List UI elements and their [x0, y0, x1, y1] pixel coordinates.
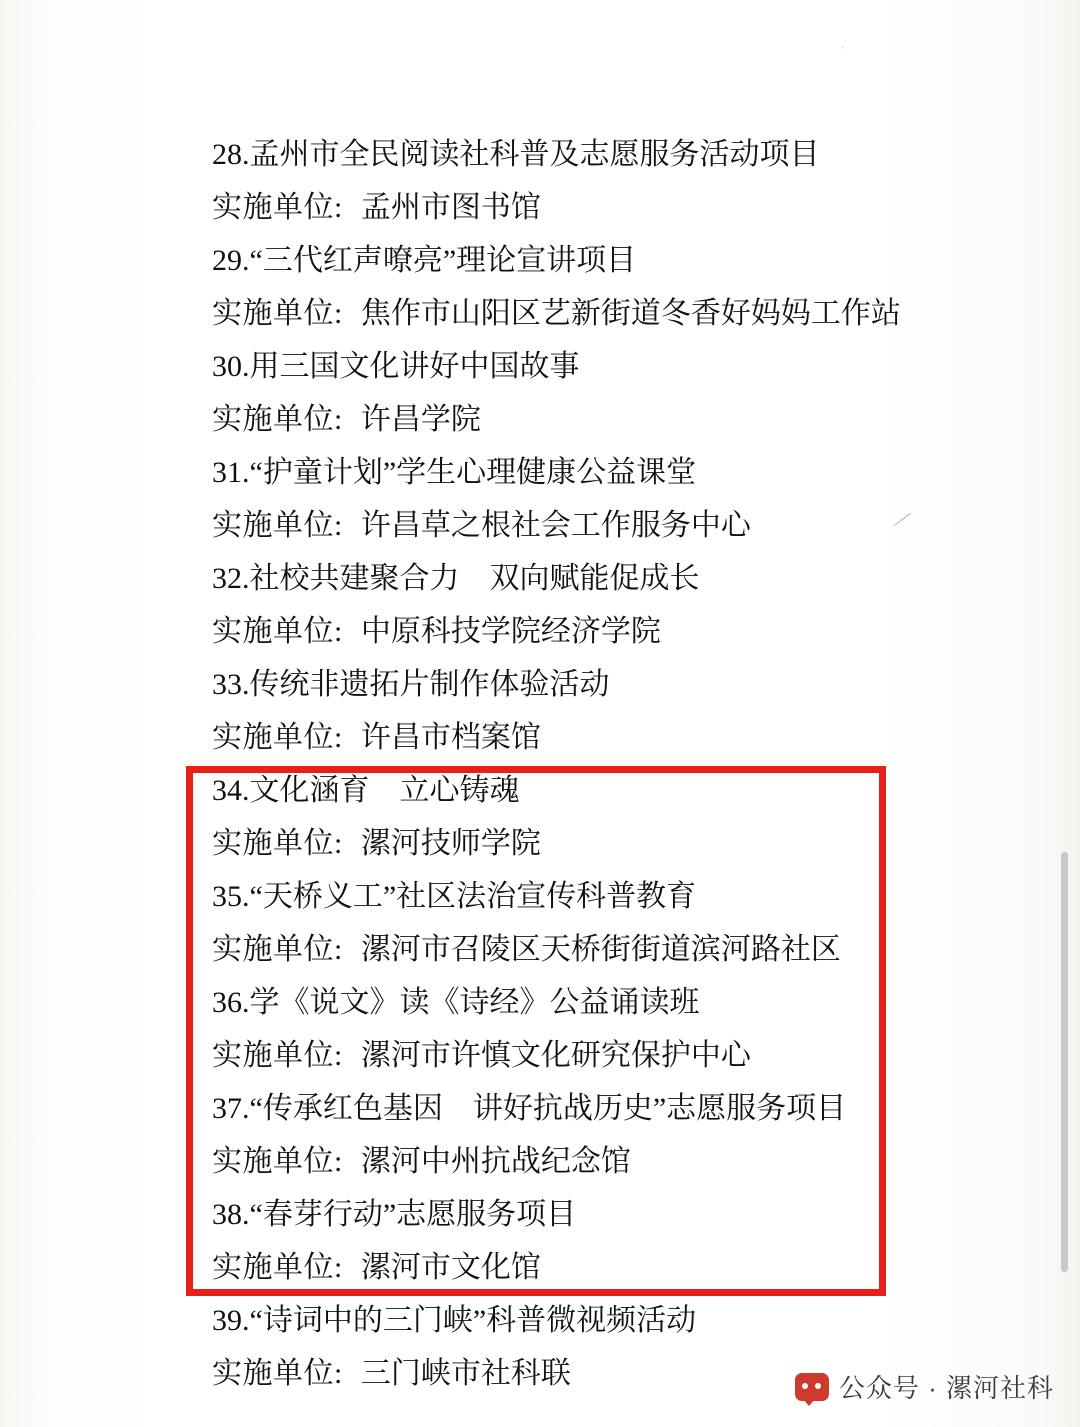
list-item-unit [0, 1029, 1080, 1082]
unit-label: 实施单位: [212, 1145, 343, 1178]
unit-label: 实施单位: [212, 933, 343, 966]
list-item [0, 1188, 1080, 1241]
item-title: 30.用三国文化讲好中国故事 [212, 350, 580, 383]
list-item [0, 128, 1080, 181]
unit-value: 漯河市许慎文化研究保护中心 [360, 1039, 751, 1072]
item-title: 36.学《说文》读《诗经》公益诵读班 [212, 986, 700, 1019]
list-item-unit [0, 287, 1080, 340]
unit-value: 漯河中州抗战纪念馆 [360, 1145, 631, 1178]
unit-label: 实施单位: [212, 191, 343, 224]
item-title: 38.“春芽行动”志愿服务项目 [212, 1198, 577, 1231]
list-item [0, 658, 1080, 711]
list-item [0, 234, 1080, 287]
list-item-unit [0, 711, 1080, 764]
wechat-official-account-icon [795, 1373, 829, 1401]
list-item [0, 446, 1080, 499]
unit-value: 漯河市召陵区天桥街街道滨河路社区 [360, 933, 841, 966]
watermark-text: 公众号 · 漯河社科 [838, 1373, 1054, 1403]
item-title: 32.社校共建聚合力 双向赋能促成长 [212, 562, 700, 595]
list-item-unit [0, 181, 1080, 234]
unit-value: 三门峡市社科联 [360, 1357, 571, 1390]
list-item [0, 552, 1080, 605]
list-item-unit [0, 1135, 1080, 1188]
unit-value: 许昌市档案馆 [360, 721, 541, 754]
list-item [0, 340, 1080, 393]
unit-label: 实施单位: [212, 403, 343, 436]
unit-value: 焦作市山阳区艺新街道冬香好妈妈工作站 [360, 297, 901, 330]
unit-label: 实施单位: [212, 1251, 343, 1284]
item-title: 29.“三代红声嘹亮”理论宣讲项目 [212, 244, 637, 277]
list-item [0, 870, 1080, 923]
stray-pen-mark: ⁄ [895, 505, 909, 534]
list-item-unit [0, 499, 1080, 552]
item-title: 28.孟州市全民阅读社科普及志愿服务活动项目 [212, 138, 820, 171]
item-title: 39.“诗词中的三门峡”科普微视频活动 [212, 1304, 697, 1337]
unit-label: 实施单位: [212, 297, 343, 330]
scrollbar-thumb[interactable] [1061, 852, 1068, 1272]
unit-label: 实施单位: [212, 615, 343, 648]
unit-value: 漯河技师学院 [360, 827, 541, 860]
list-item [0, 764, 1080, 817]
item-title: 31.“护童计划”学生心理健康公益课堂 [212, 456, 697, 489]
unit-value: 中原科技学院经济学院 [360, 615, 661, 648]
item-title: 33.传统非遗拓片制作体验活动 [212, 668, 610, 701]
unit-value: 漯河市文化馆 [360, 1251, 541, 1284]
unit-label: 实施单位: [212, 721, 343, 754]
list-item [0, 976, 1080, 1029]
list-item [0, 1082, 1080, 1135]
list-item-unit [0, 1241, 1080, 1294]
list-item-unit [0, 923, 1080, 976]
list-item-unit [0, 605, 1080, 658]
list-item-unit [0, 393, 1080, 446]
unit-label: 实施单位: [212, 1039, 343, 1072]
list-item-unit [0, 817, 1080, 870]
item-title: 35.“天桥义工”社区法治宣传科普教育 [212, 880, 697, 913]
item-title: 37.“传承红色基因 讲好抗战历史”志愿服务项目 [212, 1092, 847, 1125]
list-item [0, 1294, 1080, 1347]
unit-value: 孟州市图书馆 [360, 191, 541, 224]
unit-value: 许昌学院 [360, 403, 481, 436]
unit-label: 实施单位: [212, 509, 343, 542]
watermark [795, 1368, 1054, 1405]
item-title: 34.文化涵育 立心铸魂 [212, 774, 520, 807]
unit-label: 实施单位: [212, 1357, 343, 1390]
scan-speck: · [840, 40, 846, 57]
unit-value: 许昌草之根社会工作服务中心 [360, 509, 751, 542]
unit-label: 实施单位: [212, 827, 343, 860]
